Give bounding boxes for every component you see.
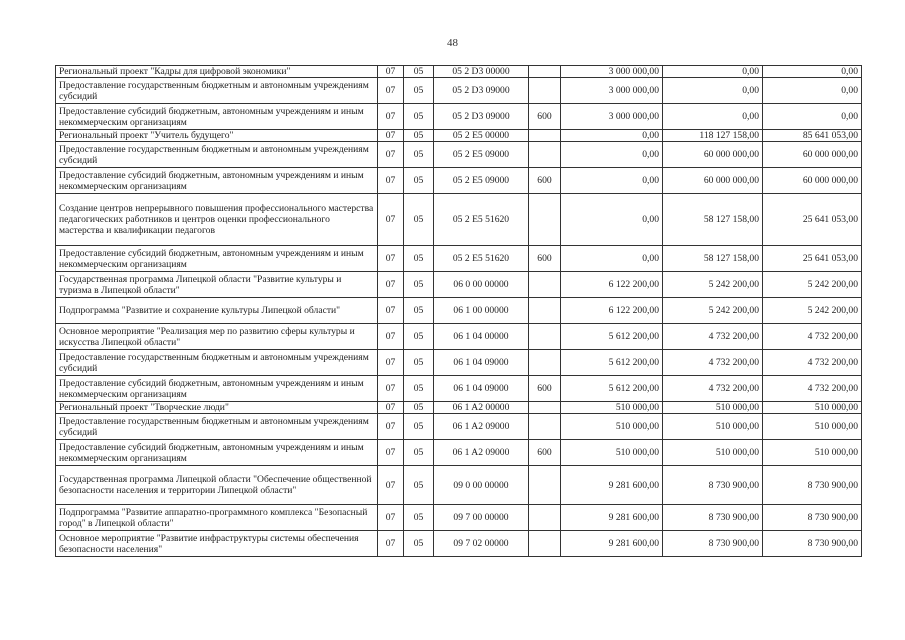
row-sum-2: 8 730 900,00 (663, 531, 763, 557)
row-sum-2: 8 730 900,00 (663, 466, 763, 505)
row-name: Основное мероприятие "Реализация мер по развитию сферы культуры и искусства Липецкой области" (56, 324, 378, 350)
row-section: 07 (378, 142, 404, 168)
table-row (56, 78, 862, 104)
row-sum-3: 0,00 (763, 78, 862, 104)
row-sum-1: 9 281 600,00 (561, 466, 663, 505)
row-name: Предоставление субсидий бюджетным, автономным учреждениям и иным некоммерческим организациям (56, 376, 378, 402)
row-csr: 05 2 E5 09000 (434, 168, 529, 194)
table-row (56, 440, 862, 466)
row-name: Региональный проект "Учитель будущего" (56, 130, 378, 142)
row-sum-1: 9 281 600,00 (561, 505, 663, 531)
row-sum-2: 0,00 (663, 78, 763, 104)
row-subsection: 05 (404, 142, 434, 168)
row-name: Предоставление субсидий бюджетным, автономным учреждениям и иным некоммерческим организациям (56, 246, 378, 272)
row-section: 07 (378, 350, 404, 376)
row-csr: 06 1 A2 00000 (434, 402, 529, 414)
row-section: 07 (378, 414, 404, 440)
row-sum-1: 6 122 200,00 (561, 298, 663, 324)
row-subsection: 05 (404, 376, 434, 402)
row-subsection: 05 (404, 466, 434, 505)
row-sum-2: 118 127 158,00 (663, 130, 763, 142)
row-section: 07 (378, 194, 404, 246)
row-sum-2: 4 732 200,00 (663, 324, 763, 350)
row-section: 07 (378, 531, 404, 557)
row-vr: 600 (529, 168, 561, 194)
row-section: 07 (378, 272, 404, 298)
row-csr: 05 2 D3 09000 (434, 78, 529, 104)
row-sum-2: 5 242 200,00 (663, 272, 763, 298)
row-section: 07 (378, 505, 404, 531)
row-name: Предоставление государственным бюджетным и автономным учреждениям субсидий (56, 78, 378, 104)
row-sum-2: 0,00 (663, 66, 763, 78)
row-subsection: 05 (404, 505, 434, 531)
row-subsection: 05 (404, 350, 434, 376)
row-csr: 09 7 00 00000 (434, 505, 529, 531)
row-sum-1: 0,00 (561, 168, 663, 194)
table-row (56, 505, 862, 531)
table-row (56, 142, 862, 168)
row-subsection: 05 (404, 66, 434, 78)
row-subsection: 05 (404, 130, 434, 142)
row-csr: 06 1 00 00000 (434, 298, 529, 324)
table-row (56, 194, 862, 246)
row-subsection: 05 (404, 402, 434, 414)
row-section: 07 (378, 130, 404, 142)
row-name: Подпрограмма "Развитие аппаратно-программного комплекса "Безопасный город" в Липецкой области" (56, 505, 378, 531)
row-sum-3: 5 242 200,00 (763, 298, 862, 324)
row-name: Подпрограмма "Развитие и сохранение культуры Липецкой области" (56, 298, 378, 324)
row-csr: 06 1 04 09000 (434, 350, 529, 376)
row-sum-1: 3 000 000,00 (561, 104, 663, 130)
row-sum-1: 510 000,00 (561, 440, 663, 466)
row-section: 07 (378, 466, 404, 505)
row-section: 07 (378, 440, 404, 466)
table-row (56, 246, 862, 272)
row-subsection: 05 (404, 78, 434, 104)
row-vr (529, 531, 561, 557)
row-name: Предоставление субсидий бюджетным, автономным учреждениям и иным некоммерческим организациям (56, 104, 378, 130)
row-name: Предоставление государственным бюджетным и автономным учреждениям субсидий (56, 142, 378, 168)
row-sum-3: 8 730 900,00 (763, 505, 862, 531)
table-row (56, 350, 862, 376)
row-vr (529, 466, 561, 505)
row-vr (529, 324, 561, 350)
row-subsection: 05 (404, 272, 434, 298)
row-vr (529, 142, 561, 168)
row-subsection: 05 (404, 440, 434, 466)
row-sum-3: 25 641 053,00 (763, 246, 862, 272)
row-csr: 05 2 D3 09000 (434, 104, 529, 130)
table-row (56, 402, 862, 414)
row-csr: 06 1 A2 09000 (434, 440, 529, 466)
row-csr: 09 7 02 00000 (434, 531, 529, 557)
row-section: 07 (378, 376, 404, 402)
row-vr (529, 350, 561, 376)
row-name: Предоставление субсидий бюджетным, автономным учреждениям и иным некоммерческим организациям (56, 168, 378, 194)
row-sum-3: 25 641 053,00 (763, 194, 862, 246)
table-row (56, 324, 862, 350)
row-vr (529, 194, 561, 246)
row-sum-1: 510 000,00 (561, 414, 663, 440)
row-sum-1: 5 612 200,00 (561, 376, 663, 402)
table-row (56, 466, 862, 505)
row-vr: 600 (529, 246, 561, 272)
row-sum-1: 0,00 (561, 130, 663, 142)
row-section: 07 (378, 298, 404, 324)
row-sum-2: 4 732 200,00 (663, 376, 763, 402)
row-sum-1: 3 000 000,00 (561, 66, 663, 78)
row-sum-3: 4 732 200,00 (763, 376, 862, 402)
row-csr: 05 2 E5 00000 (434, 130, 529, 142)
row-sum-2: 510 000,00 (663, 414, 763, 440)
row-vr (529, 272, 561, 298)
row-name: Региональный проект "Кадры для цифровой экономики" (56, 66, 378, 78)
row-vr (529, 78, 561, 104)
row-sum-2: 5 242 200,00 (663, 298, 763, 324)
row-subsection: 05 (404, 246, 434, 272)
row-sum-3: 4 732 200,00 (763, 324, 862, 350)
row-subsection: 05 (404, 414, 434, 440)
row-csr: 09 0 00 00000 (434, 466, 529, 505)
row-sum-1: 0,00 (561, 246, 663, 272)
row-vr (529, 402, 561, 414)
row-sum-1: 9 281 600,00 (561, 531, 663, 557)
row-vr: 600 (529, 376, 561, 402)
row-subsection: 05 (404, 104, 434, 130)
row-vr (529, 505, 561, 531)
row-section: 07 (378, 168, 404, 194)
row-section: 07 (378, 104, 404, 130)
row-csr: 05 2 E5 51620 (434, 246, 529, 272)
row-sum-1: 510 000,00 (561, 402, 663, 414)
row-sum-2: 8 730 900,00 (663, 505, 763, 531)
row-subsection: 05 (404, 194, 434, 246)
row-name: Предоставление государственным бюджетным и автономным учреждениям субсидий (56, 414, 378, 440)
row-vr (529, 414, 561, 440)
row-vr: 600 (529, 440, 561, 466)
table-row (56, 414, 862, 440)
row-vr: 600 (529, 104, 561, 130)
row-section: 07 (378, 246, 404, 272)
row-csr: 05 2 E5 51620 (434, 194, 529, 246)
row-name: Основное мероприятие "Развитие инфраструктуры системы обеспечения безопасности населения" (56, 531, 378, 557)
row-subsection: 05 (404, 324, 434, 350)
table-row (56, 298, 862, 324)
row-csr: 06 1 04 09000 (434, 376, 529, 402)
row-name: Создание центров непрерывного повышения профессионального мастерства педагогических работников и центров оценки профессионального мастерства и квалификации педагогов (56, 194, 378, 246)
row-sum-2: 0,00 (663, 104, 763, 130)
table-row (56, 130, 862, 142)
row-sum-1: 0,00 (561, 142, 663, 168)
row-vr (529, 298, 561, 324)
row-sum-2: 58 127 158,00 (663, 194, 763, 246)
row-sum-2: 510 000,00 (663, 440, 763, 466)
table-row (56, 66, 862, 78)
row-sum-1: 3 000 000,00 (561, 78, 663, 104)
page-number: 48 (447, 37, 458, 49)
row-sum-3: 8 730 900,00 (763, 531, 862, 557)
row-vr (529, 66, 561, 78)
row-sum-1: 0,00 (561, 194, 663, 246)
row-sum-3: 60 000 000,00 (763, 168, 862, 194)
row-sum-3: 0,00 (763, 66, 862, 78)
row-csr: 06 1 A2 09000 (434, 414, 529, 440)
row-sum-2: 58 127 158,00 (663, 246, 763, 272)
row-sum-3: 510 000,00 (763, 440, 862, 466)
row-sum-3: 5 242 200,00 (763, 272, 862, 298)
row-sum-1: 5 612 200,00 (561, 350, 663, 376)
table-row (56, 168, 862, 194)
row-sum-3: 0,00 (763, 104, 862, 130)
row-sum-3: 85 641 053,00 (763, 130, 862, 142)
row-sum-3: 510 000,00 (763, 402, 862, 414)
row-sum-2: 510 000,00 (663, 402, 763, 414)
row-vr (529, 130, 561, 142)
table-row (56, 272, 862, 298)
row-csr: 05 2 E5 09000 (434, 142, 529, 168)
table-row (56, 531, 862, 557)
row-sum-3: 60 000 000,00 (763, 142, 862, 168)
row-name: Государственная программа Липецкой области "Развитие культуры и туризма в Липецкой области" (56, 272, 378, 298)
row-sum-3: 8 730 900,00 (763, 466, 862, 505)
row-sum-1: 5 612 200,00 (561, 324, 663, 350)
row-subsection: 05 (404, 531, 434, 557)
row-name: Государственная программа Липецкой области "Обеспечение общественной безопасности населения и территории Липецкой области" (56, 466, 378, 505)
row-sum-2: 4 732 200,00 (663, 350, 763, 376)
row-sum-3: 510 000,00 (763, 414, 862, 440)
row-subsection: 05 (404, 168, 434, 194)
row-subsection: 05 (404, 298, 434, 324)
row-sum-2: 60 000 000,00 (663, 168, 763, 194)
row-name: Региональный проект "Творческие люди" (56, 402, 378, 414)
row-csr: 05 2 D3 00000 (434, 66, 529, 78)
row-sum-1: 6 122 200,00 (561, 272, 663, 298)
budget-table (55, 65, 862, 557)
row-section: 07 (378, 66, 404, 78)
row-section: 07 (378, 402, 404, 414)
row-sum-2: 60 000 000,00 (663, 142, 763, 168)
row-section: 07 (378, 78, 404, 104)
table-row (56, 376, 862, 402)
table-row (56, 104, 862, 130)
row-sum-3: 4 732 200,00 (763, 350, 862, 376)
row-section: 07 (378, 324, 404, 350)
row-name: Предоставление субсидий бюджетным, автономным учреждениям и иным некоммерческим организациям (56, 440, 378, 466)
row-csr: 06 0 00 00000 (434, 272, 529, 298)
row-csr: 06 1 04 00000 (434, 324, 529, 350)
row-name: Предоставление государственным бюджетным и автономным учреждениям субсидий (56, 350, 378, 376)
